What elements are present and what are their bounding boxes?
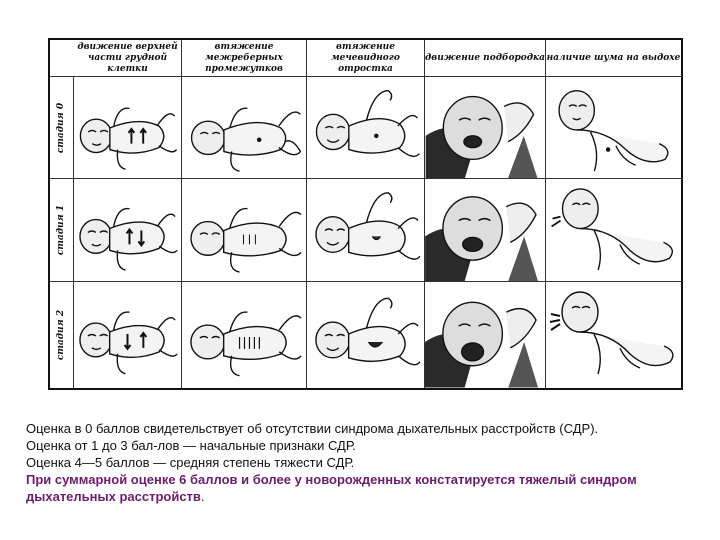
illustration-grunt-stage-2 [546,282,681,388]
column-header-expiratory-grunt: наличие шума на выдохе [546,52,681,63]
illustration-grunt-stage-0 [546,76,681,179]
caption-line-score-4-5: Оценка 4—5 баллов — средняя степень тяжести СДР. [26,455,355,470]
silverman-scale-figure [48,38,683,390]
row-header-stage-1: стадия 1 [50,179,74,282]
column-header-intercostal: втяжение межреберных промежутков [182,40,307,76]
caption-line-score-6-plus [26,471,696,505]
illustration-chest-stage-1 [74,179,182,282]
caption [26,420,696,505]
row-header-stage-0: стадия 0 [50,76,74,179]
illustration-chin-stage-0 [425,76,546,179]
illustration-chest-stage-0 [74,76,182,179]
caption-line-score-0: Оценка в 0 баллов свидетельствует об отсутствии синдрома дыхательных расстройств (СДР). [26,421,599,436]
illustration-grunt-stage-1 [546,179,681,282]
illustration-intercostal-stage-0 [182,76,307,179]
caption-line-score-1-3: Оценка от 1 до 3 бал-лов — начальные признаки СДР. [26,438,356,453]
row-header-stage-2: стадия 2 [50,282,74,388]
illustration-xiphoid-stage-1 [307,179,425,282]
illustration-xiphoid-stage-0 [307,76,425,179]
column-header-chin: движение подбородка [425,40,546,76]
caption-severe-text: При суммарной оценке 6 баллов и более у новорожденных констатируется тяжелый синдром дыхательных расстройств [26,472,637,504]
illustration-chin-stage-1 [425,179,546,282]
column-header-xiphoid: втяжение мечевидного отростка [307,40,425,76]
illustration-chin-stage-2 [425,282,546,388]
caption-period: . [200,489,205,504]
illustration-xiphoid-stage-2 [307,282,425,388]
illustration-intercostal-stage-2 [182,282,307,388]
illustration-intercostal-stage-1 [182,179,307,282]
column-header-chest: движение верхней части грудной клетки [74,40,182,76]
illustration-chest-stage-2 [74,282,182,388]
